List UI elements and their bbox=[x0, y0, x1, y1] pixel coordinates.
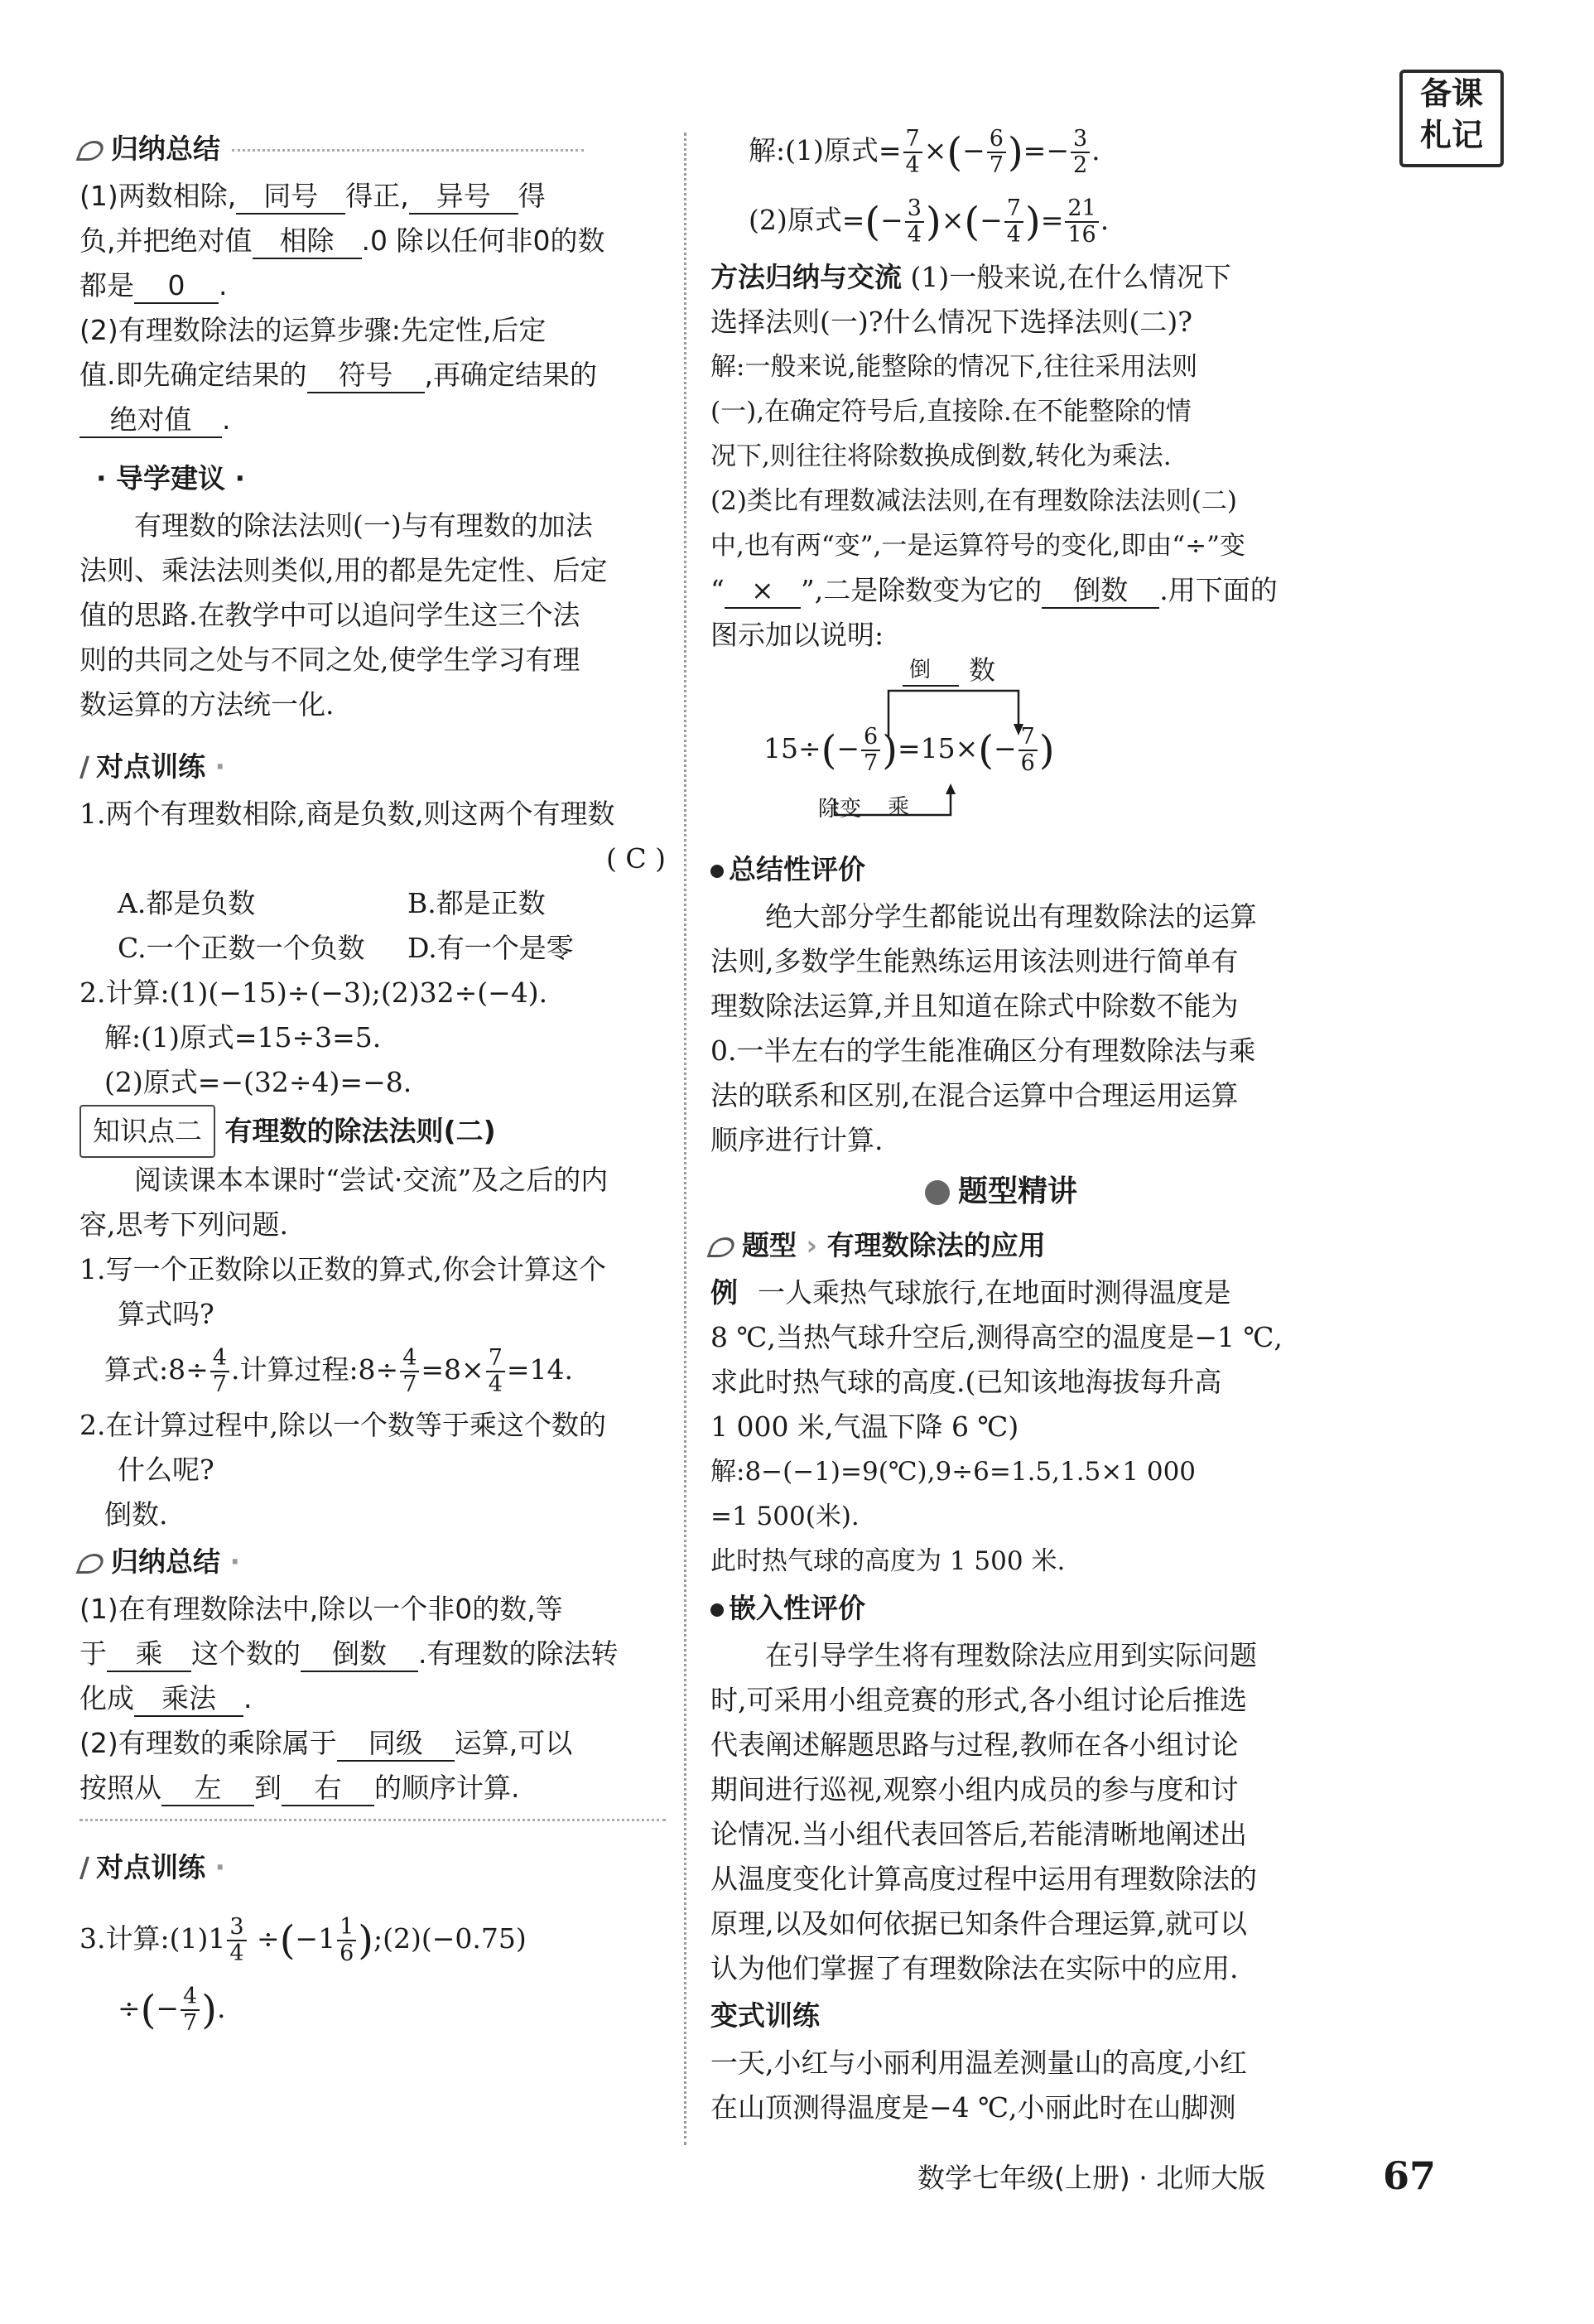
page-number: 67 bbox=[1383, 2153, 1437, 2198]
guide-line-2: 法则、乘法法则类似,用的都是先定性、后定 bbox=[79, 554, 608, 586]
summary-1-line-2: 负,并把绝对值 相除 .0 除以任何非0的数 bbox=[79, 219, 666, 263]
book-icon bbox=[925, 1180, 950, 1205]
blank-multiplication: 乘法 bbox=[134, 1682, 243, 1717]
section-heading-practice-2: / 对点训练 · bbox=[79, 1843, 666, 1892]
option-c: C.一个正数一个负数 bbox=[118, 932, 365, 964]
blank-zero: 0 bbox=[134, 269, 219, 304]
method-line-3: 解:一般来说,能整除的情况下,往往采用法则 bbox=[710, 352, 1198, 382]
guide-line-4: 则的共同之处与不同之处,使学生学习有理 bbox=[79, 644, 580, 676]
option-a: A.都是负数 bbox=[118, 887, 256, 919]
summary-2-line-5: 按照从 左 到 右 的顺序计算. bbox=[79, 1766, 666, 1811]
question-3-cont: ÷(− $\frac{4}{7}$ ). bbox=[118, 1984, 226, 2036]
method-line-5: 况下,则往往将除数换成倒数,转化为乘法. bbox=[710, 441, 1172, 471]
guide-line-1: 有理数的除法法则(一)与有理数的加法 bbox=[134, 509, 593, 542]
example-solution-1: 解:8−(−1)=9(℃),9÷6=1.5,1.5×1 000 bbox=[710, 1457, 1197, 1487]
embedded-line-5: 论情况.当小组代表回答后,若能清晰地阐述出 bbox=[710, 1818, 1247, 1850]
pen-icon: / bbox=[79, 750, 90, 783]
summary-1-line-6: 绝对值 . bbox=[79, 398, 666, 442]
knowledge-line-2: 容,思考下列问题. bbox=[79, 1208, 288, 1241]
diagram-bottom-text: 除变 bbox=[818, 797, 862, 822]
blank-reciprocal: 倒数 bbox=[301, 1637, 418, 1672]
knowledge-question-2-answer: 倒数. bbox=[104, 1498, 168, 1531]
example-solution-2: =1 500(米). bbox=[710, 1502, 860, 1531]
blank-abs: 绝对值 bbox=[79, 403, 222, 438]
example-line-4: 1 000 米,气温下降 6 ℃) bbox=[710, 1410, 1019, 1443]
section-heading-practice-1: / 对点训练 · bbox=[79, 742, 666, 792]
method-line-9: 图示加以说明: bbox=[710, 619, 884, 651]
question-1-options-cd bbox=[79, 926, 666, 971]
blank-divide: 相除 bbox=[253, 224, 362, 259]
method-line-1: 方法归纳与交流 (1)一般来说,在什么情况下 bbox=[710, 261, 1231, 293]
blank-same-level: 同级 bbox=[337, 1727, 455, 1762]
embedded-line-1: 在引导学生将有理数除法应用到实际问题 bbox=[765, 1639, 1257, 1671]
embedded-line-2: 时,可采用小组竞赛的形式,各小组讨论后推选 bbox=[710, 1684, 1247, 1716]
diagram-expression: 15÷(− $\frac{6}{7}$ )=15×(− $\frac{7}{6}$ ) bbox=[763, 724, 1055, 776]
column-divider bbox=[684, 133, 686, 2145]
evaluation-line-4: 0.一半左右的学生能准确区分有理数除法与乘 bbox=[710, 1034, 1256, 1067]
variant-practice-heading: 变式训练 bbox=[710, 1999, 820, 2032]
embedded-line-7: 原理,以及如何依据已知条件合理运算,就可以 bbox=[710, 1907, 1247, 1940]
question-1: 1.两个有理数相除,商是负数,则这两个有理数 bbox=[79, 798, 615, 830]
leaf-icon bbox=[76, 141, 107, 161]
method-title: 方法归纳与交流 bbox=[710, 261, 902, 293]
variant-line-1: 一天,小红与小丽利用温差测量山的高度,小红 bbox=[710, 2047, 1247, 2079]
variant-line-2: 在山顶测得温度是−4 ℃,小丽此时在山脚测 bbox=[710, 2091, 1236, 2124]
question-3: 3.计算:(1)1 $\frac{3}{4}$ ÷(−1 $\frac{1}{6}$ );(2)(−0.75) bbox=[79, 1914, 527, 1966]
summary-1-line-3: 都是 0 . bbox=[79, 263, 666, 308]
summary-1-line-4: (2)有理数除法的运算步骤:先定性,后定 bbox=[79, 314, 547, 346]
method-line-4: (一),在确定符号后,直接除.在不能整除的情 bbox=[710, 397, 1192, 427]
knowledge-question-1-cont: 算式吗? bbox=[118, 1298, 214, 1330]
embedded-line-6: 从温度变化计算高度过程中运用有理数除法的 bbox=[710, 1863, 1257, 1895]
blank-times: × bbox=[725, 574, 801, 609]
blank-same-sign: 同号 bbox=[236, 180, 345, 215]
section-heading-summary-2: 归纳总结 · bbox=[79, 1537, 666, 1587]
method-line-8: “ × ”,二是除数变为它的 倒数 .用下面的 bbox=[710, 568, 1292, 613]
bullet-icon bbox=[710, 865, 724, 878]
question-2: 2.计算:(1)(−15)÷(−3);(2)32÷(−4). bbox=[79, 976, 548, 1009]
blank-reciprocal-2: 倒数 bbox=[1042, 574, 1159, 609]
knowledge-line-1: 阅读课本本课时“尝试·交流”及之后的内 bbox=[134, 1164, 609, 1196]
summary-2-line-2: 于 乘 这个数的 倒数 .有理数的除法转 bbox=[79, 1632, 666, 1676]
embedded-line-3: 代表阐述解题思路与过程,教师在各小组讨论 bbox=[710, 1729, 1239, 1761]
summary-1-line-1: (1)两数相除, 同号 得正, 异号 得 bbox=[79, 174, 666, 219]
evaluation-line-6: 顺序进行计算. bbox=[710, 1124, 884, 1156]
diagram-top-fill: 倒 bbox=[909, 658, 932, 682]
summary-2-line-4: (2)有理数的乘除属于 同级 运算,可以 bbox=[79, 1721, 666, 1766]
option-d: D.有一个是零 bbox=[407, 932, 574, 964]
evaluation-line-2: 法则,多数学生能熟练运用该法则进行简单有 bbox=[710, 945, 1239, 977]
blank-sign: 符号 bbox=[307, 359, 425, 393]
diagram-bottom-fill: 乘 bbox=[888, 795, 910, 820]
pen-icon: / bbox=[79, 1851, 90, 1883]
topic-subheading: 题型 › 有理数除法的应用 bbox=[710, 1221, 1292, 1270]
question-1-answer: ( C ) bbox=[606, 842, 666, 875]
evaluation-line-1: 绝大部分学生都能说出有理数除法的运算 bbox=[765, 900, 1257, 933]
question-2-solution-2: (2)原式=−(32÷4)=−8. bbox=[104, 1066, 412, 1098]
blank-multiply: 乘 bbox=[107, 1637, 191, 1672]
badge-line-1: 备课 bbox=[1419, 75, 1483, 112]
knowledge-question-1-solution: 算式:8÷ $\frac{4}{7}$ .计算过程:8÷ $\frac{4}{7}$ =8× $\frac{7}{4}$ =14. bbox=[104, 1345, 574, 1397]
lesson-notes-badge bbox=[1399, 70, 1504, 167]
reciprocal-diagram bbox=[710, 654, 1290, 840]
blank-diff-sign: 异号 bbox=[409, 180, 518, 215]
embedded-line-4: 期间进行巡视,观察小组内成员的参与度和讨 bbox=[710, 1773, 1239, 1806]
summary-2-line-3: 化成 乘法 . bbox=[79, 1676, 666, 1721]
example-line-2: 8 ℃,当热气球升空后,测得高空的温度是−1 ℃, bbox=[710, 1321, 1283, 1353]
method-line-2: 选择法则(一)?什么情况下选择法则(二)? bbox=[710, 306, 1192, 338]
solution-3-part-2: (2)原式=(− $\frac{3}{4}$ )×(− $\frac{7}{4}$ )= $\frac{21}{16}$ . bbox=[749, 195, 1110, 248]
option-b: B.都是正数 bbox=[407, 887, 546, 919]
leaf-icon bbox=[707, 1237, 738, 1257]
knowledge-question-1: 1.写一个正数除以正数的算式,你会计算这个 bbox=[79, 1253, 606, 1285]
embedded-line-8: 认为他们掌握了有理数除法在实际中的应用. bbox=[710, 1952, 1239, 1984]
summary-1-line-5: 值.即先确定结果的 符号 ,再确定结果的 bbox=[79, 353, 666, 398]
example-label: 例 bbox=[710, 1276, 738, 1309]
knowledge-point-heading: 知识点二 有理数的除法法则(二) bbox=[79, 1105, 666, 1158]
evaluation-line-5: 法的联系和区别,在混合运算中合理运用运算 bbox=[710, 1079, 1239, 1111]
summary-evaluation-heading: 总结性评价 bbox=[710, 845, 1292, 894]
leaf-icon bbox=[76, 1554, 107, 1574]
footer-book-title: 数学七年级(上册) · 北师大版 bbox=[917, 2162, 1266, 2194]
guide-line-3: 值的思路.在教学中可以追问学生这三个法 bbox=[79, 599, 580, 631]
question-2-solution-1: 解:(1)原式=15÷3=5. bbox=[104, 1021, 382, 1054]
knowledge-question-2-cont: 什么呢? bbox=[118, 1454, 214, 1486]
method-line-7: 中,也有两“变”,一是运算符号的变化,即由“÷”变 bbox=[710, 531, 1245, 561]
guide-line-5: 数运算的方法统一化. bbox=[79, 688, 335, 721]
evaluation-line-3: 理数除法运算,并且知道在除式中除数不能为 bbox=[710, 990, 1239, 1022]
embedded-evaluation-heading: 嵌入性评价 bbox=[710, 1584, 1292, 1633]
summary-2-line-1: (1)在有理数除法中,除以一个非0的数,等 bbox=[79, 1593, 563, 1625]
badge-line-2: 札记 bbox=[1419, 117, 1483, 153]
topic-section-title: 题型精讲 bbox=[710, 1163, 1292, 1221]
blank-left: 左 bbox=[161, 1772, 254, 1806]
example-line-1: 例 一人乘热气球旅行,在地面时测得温度是 bbox=[710, 1276, 1231, 1309]
knowledge-question-2: 2.在计算过程中,除以一个数等于乘这个数的 bbox=[79, 1409, 606, 1441]
left-column bbox=[79, 124, 666, 2043]
example-line-3: 求此时热气球的高度.(已知该地海拔每升高 bbox=[710, 1366, 1222, 1398]
blank-right: 右 bbox=[282, 1772, 374, 1806]
section-heading-guide: · 导学建议 · bbox=[96, 462, 246, 494]
method-line-6: (2)类比有理数减法法则,在有理数除法法则(二) bbox=[710, 486, 1237, 516]
question-1-options-ab bbox=[79, 881, 666, 926]
example-solution-3: 此时热气球的高度为 1 500 米. bbox=[710, 1546, 1066, 1576]
section-heading-summary-1: 归纳总结 bbox=[79, 124, 666, 174]
solution-3-part-1: 解:(1)原式= $\frac{7}{4}$ ×(− $\frac{6}{7}$ )=− $\frac{3}{2}$ . bbox=[749, 126, 1100, 178]
diagram-top-text: 数 bbox=[969, 654, 996, 686]
bullet-icon bbox=[710, 1603, 724, 1617]
knowledge-point-tag: 知识点二 bbox=[79, 1105, 215, 1158]
right-column bbox=[710, 116, 1292, 2130]
